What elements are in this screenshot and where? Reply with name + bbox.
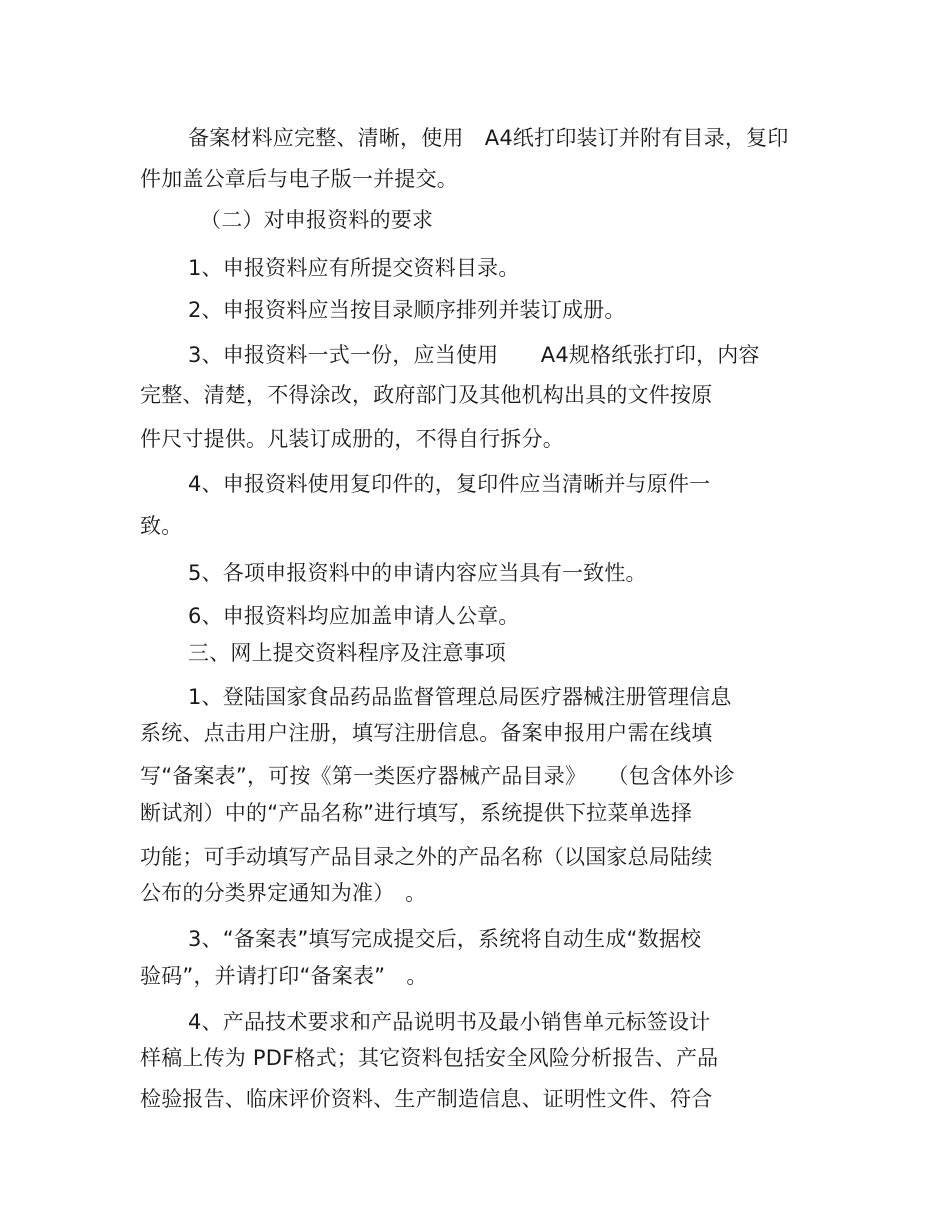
text-line: 功能；可手动填写产品目录之外的产品名称（以国家总局陆续 [140,845,713,869]
text-line: 件加盖公章后与电子版一并提交。 [140,167,458,191]
text-line: 致。 [140,514,183,538]
list-item: 5、各项申报资料中的申请内容应当具有一致性。 [188,561,647,585]
list-item: 4、产品技术要求和产品说明书及最小销售单元标签设计 [188,1010,711,1034]
section-heading: （二）对申报资料的要求 [200,208,434,232]
text-line: 系统、点击用户注册，填写注册信息。备案申报用户需在线填 [140,721,713,745]
list-item: 3、“备案表”填写完成提交后，系统将自动生成“数据校 [188,927,702,951]
text-line: 完整、清楚，不得涂改，政府部门及其他机构出具的文件按原 [140,383,713,407]
list-item: 3、申报资料一式一份，应当使用 A4规格纸张打印，内容 [188,343,760,367]
text-line: 公布的分类界定通知为准） 。 [140,881,427,905]
text-line: 验码”，并请打印“备案表” 。 [140,964,428,988]
list-item: 1、登陆国家食品药品监督管理总局医疗器械注册管理信息 [188,685,732,709]
list-item: 2、申报资料应当按目录顺序排列并装订成册。 [188,298,626,322]
text-line: 写“备案表”，可按《第一类医疗器械产品目录》 （包含体外诊 [140,764,735,788]
text-line: 样稿上传为 PDF格式；其它资料包括安全风险分析报告、产品 [140,1046,719,1070]
list-item: 1、申报资料应有所提交资料目录。 [188,256,520,280]
text-line: 件尺寸提供。凡装订成册的，不得自行拆分。 [140,427,564,451]
section-heading: 三、网上提交资料程序及注意事项 [188,641,506,665]
text-line: 检验报告、临床评价资料、生产制造信息、证明性文件、符合 [140,1087,713,1111]
text-line: 断试剂）中的“产品名称”进行填写，系统提供下拉菜单选择 [140,801,693,825]
list-item: 6、申报资料均应加盖申请人公章。 [188,604,520,628]
list-item: 4、申报资料使用复印件的，复印件应当清晰并与原件一 [188,472,711,496]
text-line: 备案材料应完整、清晰，使用 A4纸打印装订并附有目录，复印 [188,126,789,150]
